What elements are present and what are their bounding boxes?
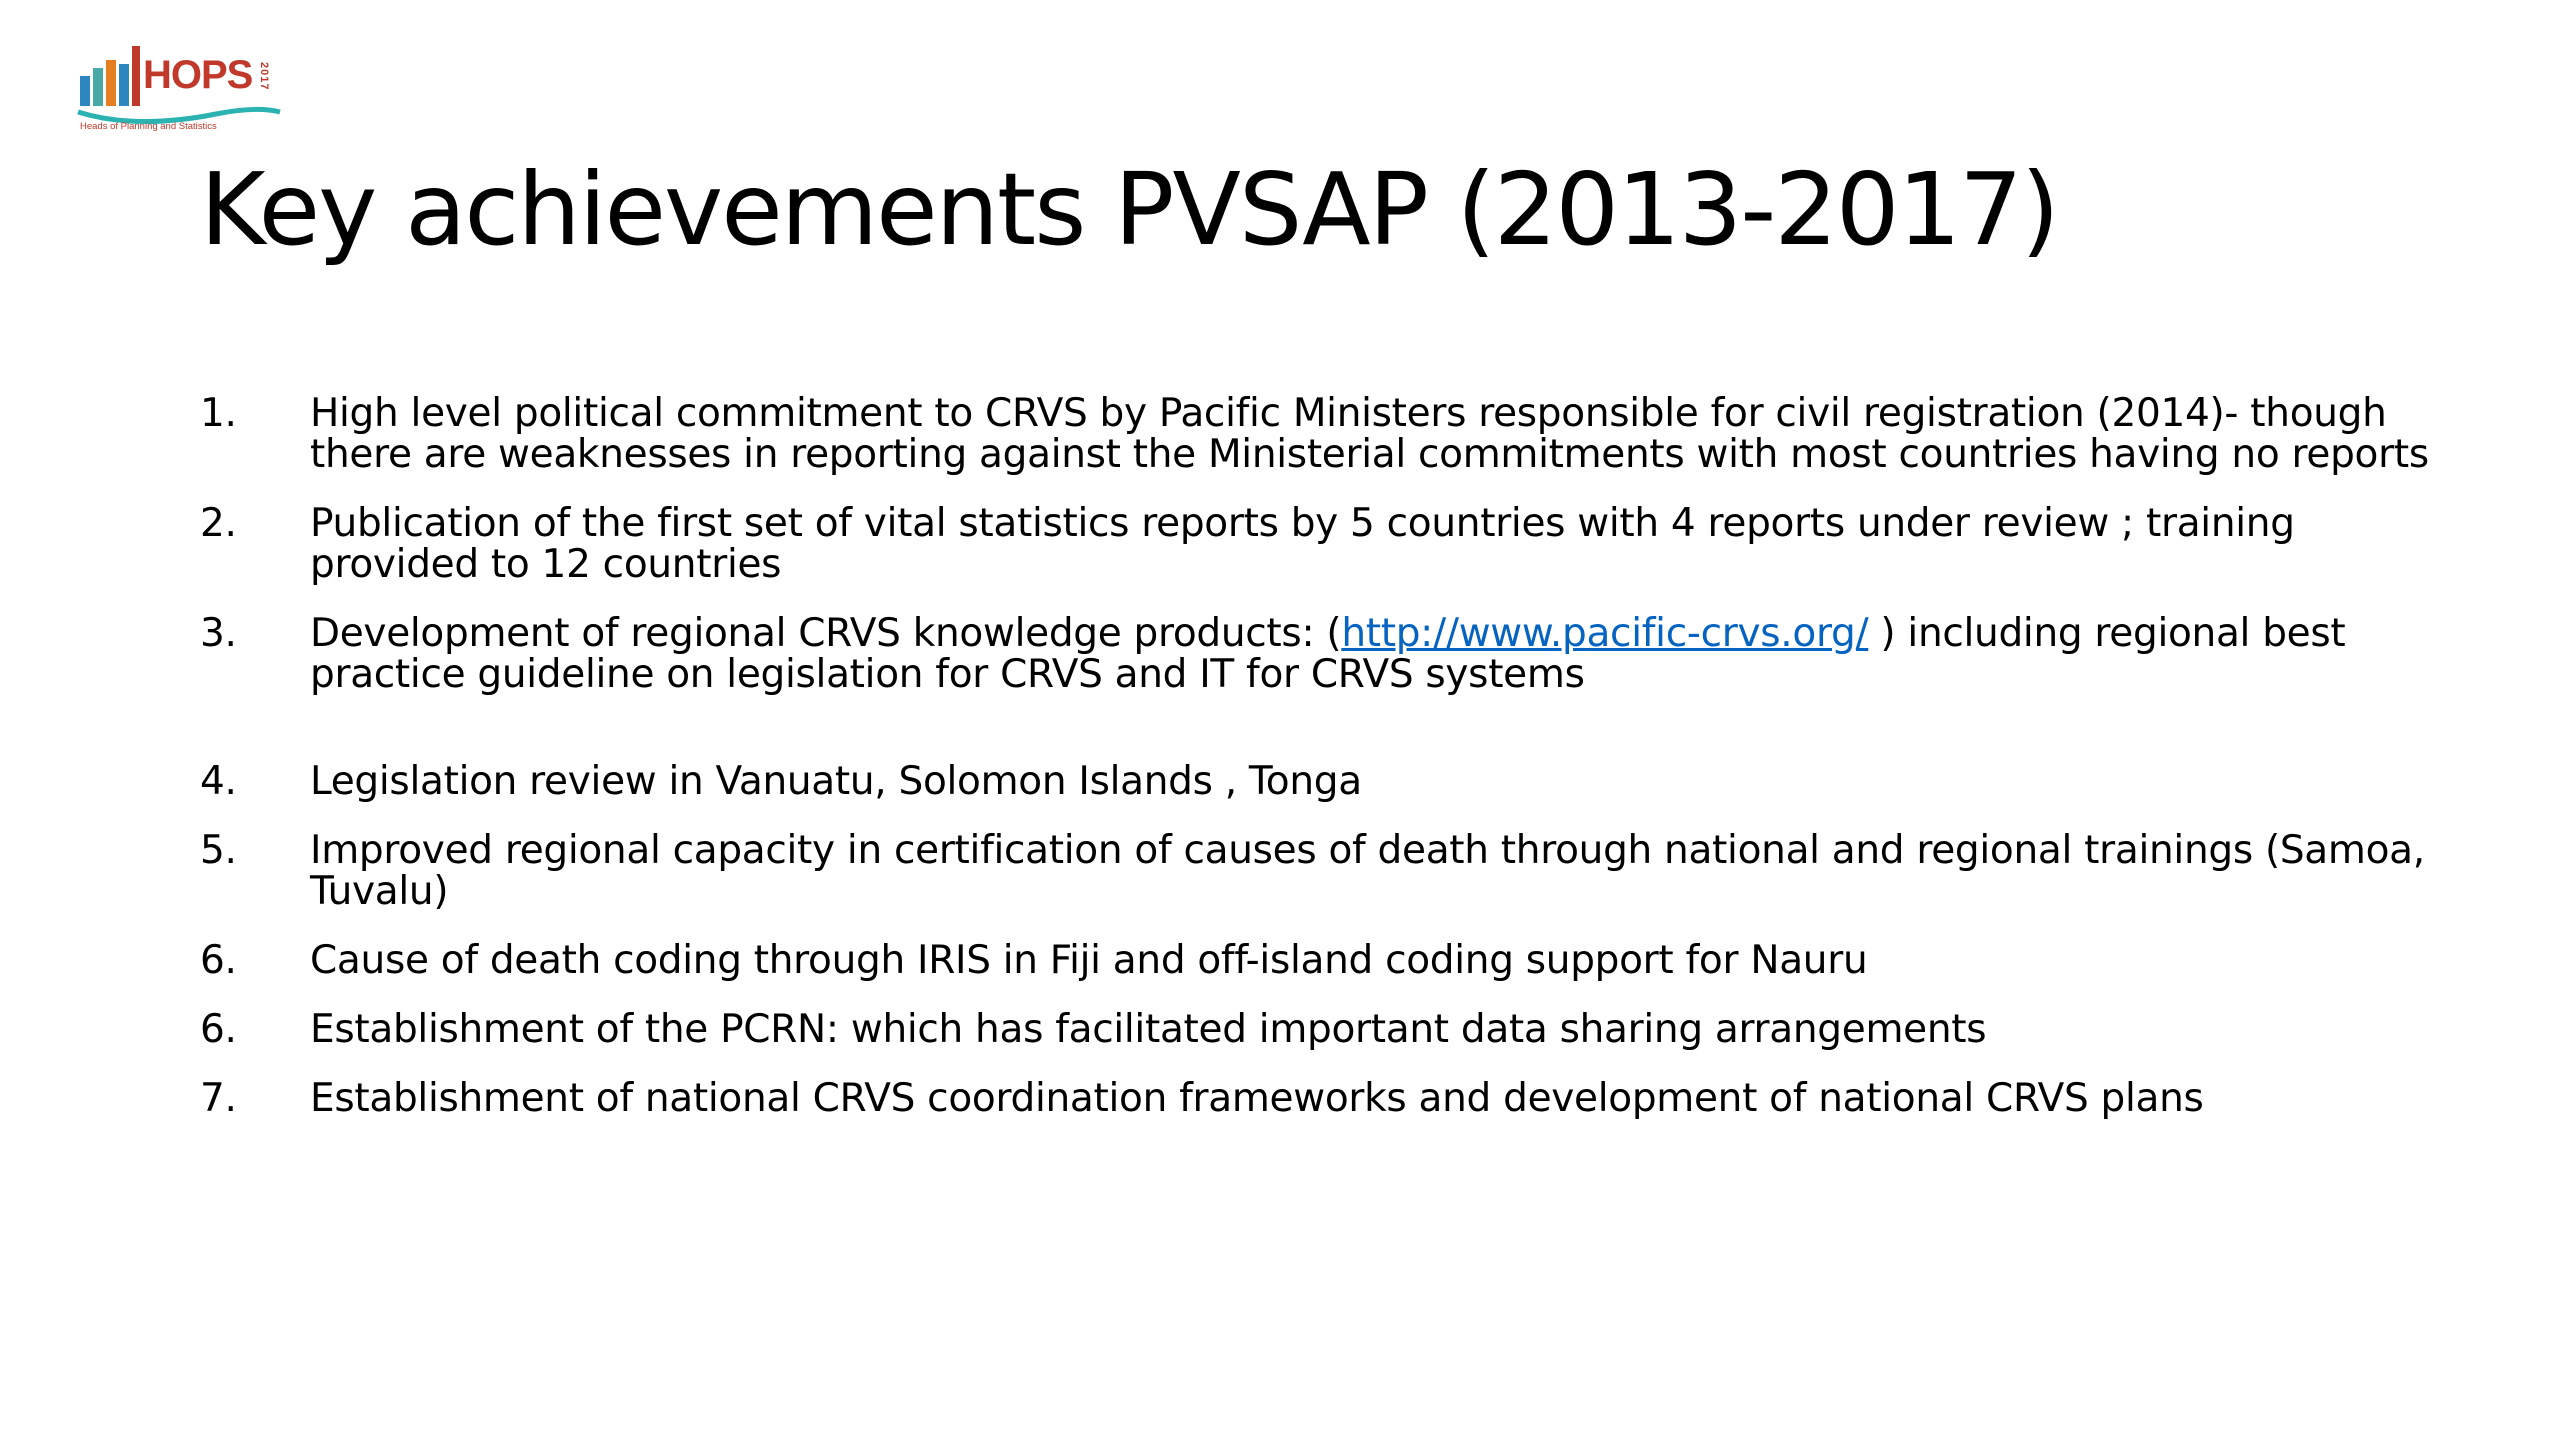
list-item bbox=[200, 761, 2440, 802]
item-text-before: Development of regional CRVS knowledge products: ( bbox=[310, 611, 1342, 656]
logo-year: 2017 bbox=[258, 62, 270, 91]
slide-title: Key achievements PVSAP (2013-2017) bbox=[200, 151, 2058, 268]
item-number: 6. bbox=[200, 938, 237, 983]
list-item bbox=[200, 393, 2440, 475]
item-text: Establishment of the PCRN: which has facilitated important data sharing arrangements bbox=[310, 1007, 1987, 1052]
crvs-website-link[interactable]: http://www.pacific-crvs.org/ bbox=[1341, 611, 1869, 656]
item-number: 3. bbox=[200, 611, 237, 656]
item-number: 7. bbox=[200, 1076, 237, 1121]
item-text: High level political commitment to CRVS by Pacific Ministers responsible for civil registration (2014)- though there are weaknesses in reporting against the Ministerial commitments with most countries having no reports bbox=[310, 391, 2429, 477]
list-item bbox=[200, 503, 2440, 585]
item-number: 2. bbox=[200, 501, 237, 546]
hops-logo bbox=[76, 40, 296, 140]
list-item bbox=[200, 613, 2440, 695]
item-text bbox=[310, 611, 2345, 697]
logo-wordmark: HOPS bbox=[143, 53, 253, 97]
item-text: Improved regional capacity in certification of causes of death through national and regional trainings (Samoa, Tuvalu) bbox=[310, 828, 2425, 914]
item-text: Publication of the first set of vital statistics reports by 5 countries with 4 reports under review ; training provided to 12 countries bbox=[310, 501, 2295, 587]
item-number: 6. bbox=[200, 1007, 237, 1052]
list-item bbox=[200, 1009, 2440, 1050]
item-text: Establishment of national CRVS coordination frameworks and development of national CRVS plans bbox=[310, 1076, 2204, 1121]
list-item bbox=[200, 830, 2440, 912]
list-item bbox=[200, 940, 2440, 981]
item-text: Cause of death coding through IRIS in Fiji and off-island coding support for Nauru bbox=[310, 938, 1868, 983]
logo-tagline: Heads of Planning and Statistics bbox=[80, 121, 217, 132]
list-item bbox=[200, 1078, 2440, 1119]
achievements-list bbox=[200, 393, 2440, 1147]
item-number: 4. bbox=[200, 759, 237, 804]
item-text: Legislation review in Vanuatu, Solomon Islands , Tonga bbox=[310, 759, 1362, 804]
item-number: 5. bbox=[200, 828, 237, 873]
item-number: 1. bbox=[200, 391, 237, 436]
item-text-after: ) including regional best practice guideline on legislation for CRVS and IT for CRVS systems bbox=[310, 611, 2346, 697]
